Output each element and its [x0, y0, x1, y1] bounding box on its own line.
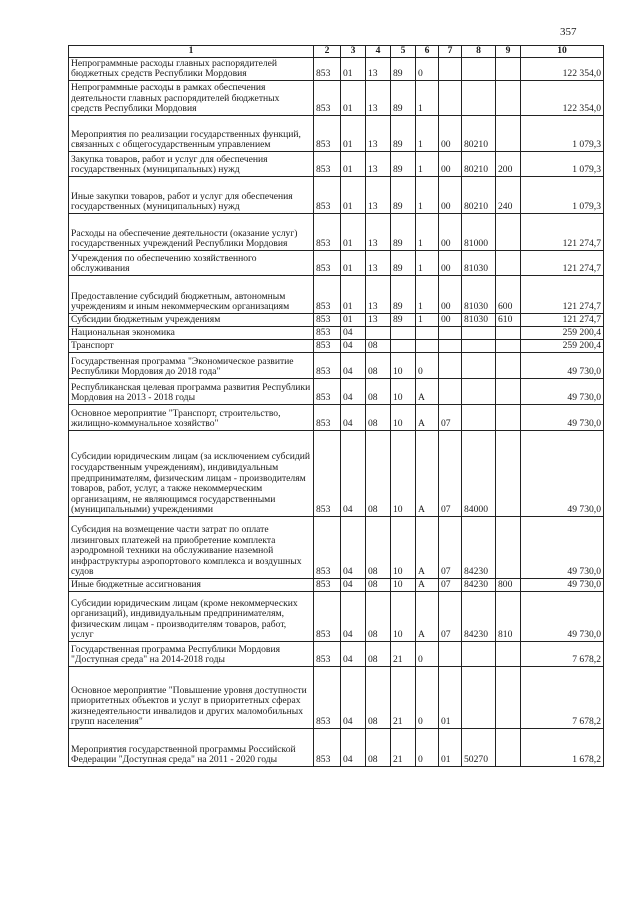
row-code-c4: 08 [366, 592, 391, 642]
row-code-c6: 1 [416, 116, 439, 152]
row-code-c4: 13 [366, 314, 391, 327]
table-row [69, 81, 604, 116]
row-description: Предоставление субсидий бюджетным, автономным учреждениям и иным некоммерческим организациям [69, 276, 314, 314]
row-amount: 1 678,2 [521, 729, 604, 767]
row-code-c9: 600 [496, 276, 521, 314]
column-header-8: 8 [462, 46, 496, 58]
row-code-c3: 01 [341, 314, 366, 327]
row-code-c8 [462, 667, 496, 729]
row-code-c8: 84230 [462, 592, 496, 642]
row-description: Непрограммные расходы главных распорядителей бюджетных средств Республики Мордовия [69, 58, 314, 81]
table-row [69, 314, 604, 327]
row-code-c5: 89 [391, 58, 416, 81]
row-code-c3: 01 [341, 152, 366, 177]
row-code-c4: 13 [366, 81, 391, 116]
row-code-c9 [496, 58, 521, 81]
table-row [69, 517, 604, 579]
column-header-9: 9 [496, 46, 521, 58]
row-code-c4: 08 [366, 517, 391, 579]
row-amount: 49 730,0 [521, 517, 604, 579]
row-code-c7 [439, 379, 462, 405]
row-code-c8: 81030 [462, 251, 496, 276]
row-code-c7 [439, 353, 462, 379]
table-row [69, 379, 604, 405]
table-row [69, 327, 604, 340]
row-code-c4: 08 [366, 579, 391, 592]
row-code-c3: 04 [341, 327, 366, 340]
row-code-c6: 1 [416, 152, 439, 177]
row-amount: 7 678,2 [521, 642, 604, 667]
table-row [69, 58, 604, 81]
row-code-c7: 07 [439, 405, 462, 431]
row-amount: 49 730,0 [521, 592, 604, 642]
row-code-c8 [462, 405, 496, 431]
row-description: Государственная программа Республики Мордовия "Доступная среда" на 2014-2018 годы [69, 642, 314, 667]
row-code-c2: 853 [314, 729, 341, 767]
row-code-c4: 08 [366, 431, 391, 517]
row-code-c2: 853 [314, 251, 341, 276]
row-code-c6: 0 [416, 667, 439, 729]
row-code-c2: 853 [314, 353, 341, 379]
row-code-c8: 84000 [462, 431, 496, 517]
row-code-c6: 1 [416, 214, 439, 251]
row-code-c7: 01 [439, 729, 462, 767]
row-code-c6: 1 [416, 251, 439, 276]
row-code-c5 [391, 340, 416, 353]
row-code-c2: 853 [314, 592, 341, 642]
row-code-c7: 07 [439, 592, 462, 642]
table-row [69, 592, 604, 642]
row-description: Мероприятия государственной программы Российской Федерации "Доступная среда" на 2011 - 2020 годы [69, 729, 314, 767]
row-code-c8 [462, 81, 496, 116]
row-code-c8: 80210 [462, 177, 496, 214]
table-row [69, 340, 604, 353]
row-code-c6: 1 [416, 276, 439, 314]
row-code-c4: 13 [366, 152, 391, 177]
row-code-c6: А [416, 592, 439, 642]
row-code-c6: 1 [416, 177, 439, 214]
row-amount: 121 274,7 [521, 276, 604, 314]
table-row [69, 116, 604, 152]
row-code-c7 [439, 58, 462, 81]
row-code-c2: 853 [314, 81, 341, 116]
row-description: Национальная экономика [69, 327, 314, 340]
row-code-c6: А [416, 517, 439, 579]
table-header [69, 46, 604, 58]
row-description: Субсидия на возмещение части затрат по оплате лизинговых платежей на приобретение комплекта аэродромной техники на обслуживание наземной инфраструктуры аэропортового комплекса и воздушных судов [69, 517, 314, 579]
row-amount: 121 274,7 [521, 251, 604, 276]
table-row [69, 152, 604, 177]
row-code-c5: 10 [391, 353, 416, 379]
row-code-c3: 04 [341, 642, 366, 667]
row-amount: 49 730,0 [521, 405, 604, 431]
row-code-c9: 240 [496, 177, 521, 214]
row-code-c2: 853 [314, 116, 341, 152]
row-code-c5: 10 [391, 579, 416, 592]
row-code-c5: 89 [391, 116, 416, 152]
row-code-c3: 04 [341, 667, 366, 729]
row-amount: 49 730,0 [521, 431, 604, 517]
row-code-c7: 07 [439, 579, 462, 592]
row-code-c4: 08 [366, 353, 391, 379]
row-code-c8 [462, 58, 496, 81]
row-code-c4: 08 [366, 379, 391, 405]
row-code-c5: 10 [391, 517, 416, 579]
row-code-c9: 800 [496, 579, 521, 592]
row-code-c2: 853 [314, 517, 341, 579]
row-code-c3: 01 [341, 58, 366, 81]
row-code-c7 [439, 81, 462, 116]
row-code-c9 [496, 379, 521, 405]
row-code-c4 [366, 327, 391, 340]
row-code-c9 [496, 667, 521, 729]
row-amount: 122 354,0 [521, 81, 604, 116]
row-code-c6: 0 [416, 642, 439, 667]
row-code-c2: 853 [314, 340, 341, 353]
table-row [69, 667, 604, 729]
row-code-c5: 89 [391, 314, 416, 327]
column-header-6: 6 [416, 46, 439, 58]
row-code-c8: 81030 [462, 276, 496, 314]
row-amount: 49 730,0 [521, 579, 604, 592]
row-code-c8: 84230 [462, 579, 496, 592]
row-code-c3: 01 [341, 81, 366, 116]
column-header-5: 5 [391, 46, 416, 58]
row-code-c8 [462, 340, 496, 353]
row-code-c6 [416, 340, 439, 353]
row-code-c9 [496, 81, 521, 116]
table-row [69, 177, 604, 214]
row-description: Субсидии юридическим лицам (за исключением субсидий государственным учреждениям), индивидуальным предпринимателям, физическим лицам - производителям товаров, работ, услуг, а также некоммерческим организациям, не являющимся государственными (муниципальными) учреждениями [69, 431, 314, 517]
row-code-c9 [496, 340, 521, 353]
row-code-c9 [496, 327, 521, 340]
row-code-c2: 853 [314, 431, 341, 517]
row-amount: 259 200,4 [521, 327, 604, 340]
row-code-c5: 89 [391, 251, 416, 276]
column-header-4: 4 [366, 46, 391, 58]
row-code-c8 [462, 327, 496, 340]
row-code-c2: 853 [314, 152, 341, 177]
row-code-c9: 610 [496, 314, 521, 327]
row-code-c4: 13 [366, 214, 391, 251]
row-code-c8: 84230 [462, 517, 496, 579]
row-code-c2: 853 [314, 405, 341, 431]
row-code-c3: 04 [341, 517, 366, 579]
row-amount: 121 274,7 [521, 214, 604, 251]
row-code-c9: 200 [496, 152, 521, 177]
row-code-c5: 89 [391, 177, 416, 214]
row-code-c3: 04 [341, 353, 366, 379]
row-code-c2: 853 [314, 667, 341, 729]
row-code-c7: 07 [439, 431, 462, 517]
row-code-c7: 00 [439, 314, 462, 327]
table-row [69, 276, 604, 314]
row-code-c5: 21 [391, 667, 416, 729]
row-code-c5: 89 [391, 81, 416, 116]
row-code-c7 [439, 642, 462, 667]
row-code-c3: 04 [341, 431, 366, 517]
row-amount: 121 274,7 [521, 314, 604, 327]
row-code-c5: 10 [391, 405, 416, 431]
row-code-c3: 04 [341, 579, 366, 592]
row-code-c7: 00 [439, 214, 462, 251]
row-code-c3: 04 [341, 729, 366, 767]
row-code-c3: 01 [341, 116, 366, 152]
row-code-c4: 08 [366, 340, 391, 353]
row-code-c7: 00 [439, 152, 462, 177]
row-code-c4: 08 [366, 667, 391, 729]
row-code-c8 [462, 353, 496, 379]
row-code-c5: 89 [391, 214, 416, 251]
row-code-c8: 81000 [462, 214, 496, 251]
row-code-c7: 00 [439, 177, 462, 214]
row-amount: 1 079,3 [521, 177, 604, 214]
row-code-c4: 13 [366, 276, 391, 314]
column-header-2: 2 [314, 46, 341, 58]
row-code-c3: 01 [341, 177, 366, 214]
row-description: Транспорт [69, 340, 314, 353]
row-code-c8: 50270 [462, 729, 496, 767]
row-code-c6 [416, 327, 439, 340]
row-code-c6: 1 [416, 81, 439, 116]
row-code-c4: 08 [366, 642, 391, 667]
row-description: Основное мероприятие "Повышение уровня доступности приоритетных объектов и услуг в приоритетных сферах жизнедеятельности инвалидов и других маломобильных групп населения" [69, 667, 314, 729]
row-code-c8: 80210 [462, 116, 496, 152]
row-amount: 259 200,4 [521, 340, 604, 353]
row-code-c9 [496, 116, 521, 152]
row-code-c2: 853 [314, 58, 341, 81]
row-code-c9 [496, 251, 521, 276]
row-code-c8 [462, 379, 496, 405]
row-code-c6: 0 [416, 353, 439, 379]
row-description: Иные закупки товаров, работ и услуг для обеспечения государственных (муниципальных) нужд [69, 177, 314, 214]
row-code-c9 [496, 517, 521, 579]
row-code-c7 [439, 327, 462, 340]
row-code-c2: 853 [314, 276, 341, 314]
row-amount: 1 079,3 [521, 116, 604, 152]
row-description: Учреждения по обеспечению хозяйственного обслуживания [69, 251, 314, 276]
row-code-c5: 89 [391, 152, 416, 177]
row-amount: 49 730,0 [521, 353, 604, 379]
row-code-c3: 04 [341, 340, 366, 353]
row-code-c6: 0 [416, 729, 439, 767]
row-code-c5: 10 [391, 431, 416, 517]
column-header-7: 7 [439, 46, 462, 58]
table-row [69, 214, 604, 251]
row-code-c7: 00 [439, 251, 462, 276]
row-code-c4: 13 [366, 58, 391, 81]
row-code-c5: 21 [391, 642, 416, 667]
row-code-c5: 89 [391, 276, 416, 314]
row-description: Непрограммные расходы в рамках обеспечения деятельности главных распорядителей бюджетных средств Республики Мордовия [69, 81, 314, 116]
row-code-c7 [439, 340, 462, 353]
page-number: 357 [560, 26, 577, 38]
row-code-c3: 04 [341, 405, 366, 431]
row-amount: 1 079,3 [521, 152, 604, 177]
row-code-c2: 853 [314, 579, 341, 592]
row-description: Закупка товаров, работ и услуг для обеспечения государственных (муниципальных) нужд [69, 152, 314, 177]
row-description: Субсидии бюджетным учреждениям [69, 314, 314, 327]
row-code-c9: 810 [496, 592, 521, 642]
row-code-c3: 01 [341, 251, 366, 276]
row-description: Основное мероприятие "Транспорт, строительство, жилищно-коммунальное хозяйство" [69, 405, 314, 431]
row-code-c9 [496, 729, 521, 767]
row-code-c6: 0 [416, 58, 439, 81]
row-code-c5: 10 [391, 592, 416, 642]
row-code-c4: 08 [366, 729, 391, 767]
row-code-c5: 21 [391, 729, 416, 767]
row-code-c6: А [416, 579, 439, 592]
row-code-c9 [496, 405, 521, 431]
row-code-c6: А [416, 379, 439, 405]
row-code-c2: 853 [314, 177, 341, 214]
table-row [69, 353, 604, 379]
row-description: Государственная программа "Экономическое развитие Республики Мордовия до 2018 года" [69, 353, 314, 379]
row-amount: 49 730,0 [521, 379, 604, 405]
row-code-c4: 08 [366, 405, 391, 431]
row-code-c3: 01 [341, 214, 366, 251]
row-code-c6: А [416, 405, 439, 431]
row-description: Расходы на обеспечение деятельности (оказание услуг) государственных учреждений Республики Мордовия [69, 214, 314, 251]
table-row [69, 579, 604, 592]
row-code-c4: 13 [366, 177, 391, 214]
row-code-c4: 13 [366, 116, 391, 152]
row-code-c5: 10 [391, 379, 416, 405]
table-row [69, 642, 604, 667]
row-code-c2: 853 [314, 314, 341, 327]
row-code-c8 [462, 642, 496, 667]
row-code-c7: 07 [439, 517, 462, 579]
row-code-c5 [391, 327, 416, 340]
row-description: Иные бюджетные ассигнования [69, 579, 314, 592]
row-code-c6: А [416, 431, 439, 517]
row-code-c9 [496, 431, 521, 517]
column-header-3: 3 [341, 46, 366, 58]
row-code-c7: 00 [439, 276, 462, 314]
table-row [69, 431, 604, 517]
budget-table [68, 45, 604, 767]
row-code-c3: 01 [341, 276, 366, 314]
row-code-c9 [496, 353, 521, 379]
row-code-c4: 13 [366, 251, 391, 276]
row-amount: 122 354,0 [521, 58, 604, 81]
row-code-c2: 853 [314, 379, 341, 405]
row-code-c9 [496, 214, 521, 251]
row-description: Мероприятия по реализации государственных функций, связанных с общегосударственным управлением [69, 116, 314, 152]
row-code-c7: 00 [439, 116, 462, 152]
row-amount: 7 678,2 [521, 667, 604, 729]
row-code-c7: 01 [439, 667, 462, 729]
row-code-c3: 04 [341, 592, 366, 642]
row-code-c2: 853 [314, 327, 341, 340]
table-row [69, 729, 604, 767]
row-code-c8: 80210 [462, 152, 496, 177]
column-header-10: 10 [521, 46, 604, 58]
row-description: Субсидии юридическим лицам (кроме некоммерческих организаций), индивидуальным предпринимателям, физическим лицам - производителям товаров, работ, услуг [69, 592, 314, 642]
row-description: Республиканская целевая программа развития Республики Мордовия на 2013 - 2018 годы [69, 379, 314, 405]
row-code-c8: 81030 [462, 314, 496, 327]
row-code-c3: 04 [341, 379, 366, 405]
column-header-1: 1 [69, 46, 314, 58]
row-code-c9 [496, 642, 521, 667]
row-code-c2: 853 [314, 642, 341, 667]
table-row [69, 251, 604, 276]
table-row [69, 405, 604, 431]
table-body [69, 58, 604, 767]
row-code-c2: 853 [314, 214, 341, 251]
row-code-c6: 1 [416, 314, 439, 327]
